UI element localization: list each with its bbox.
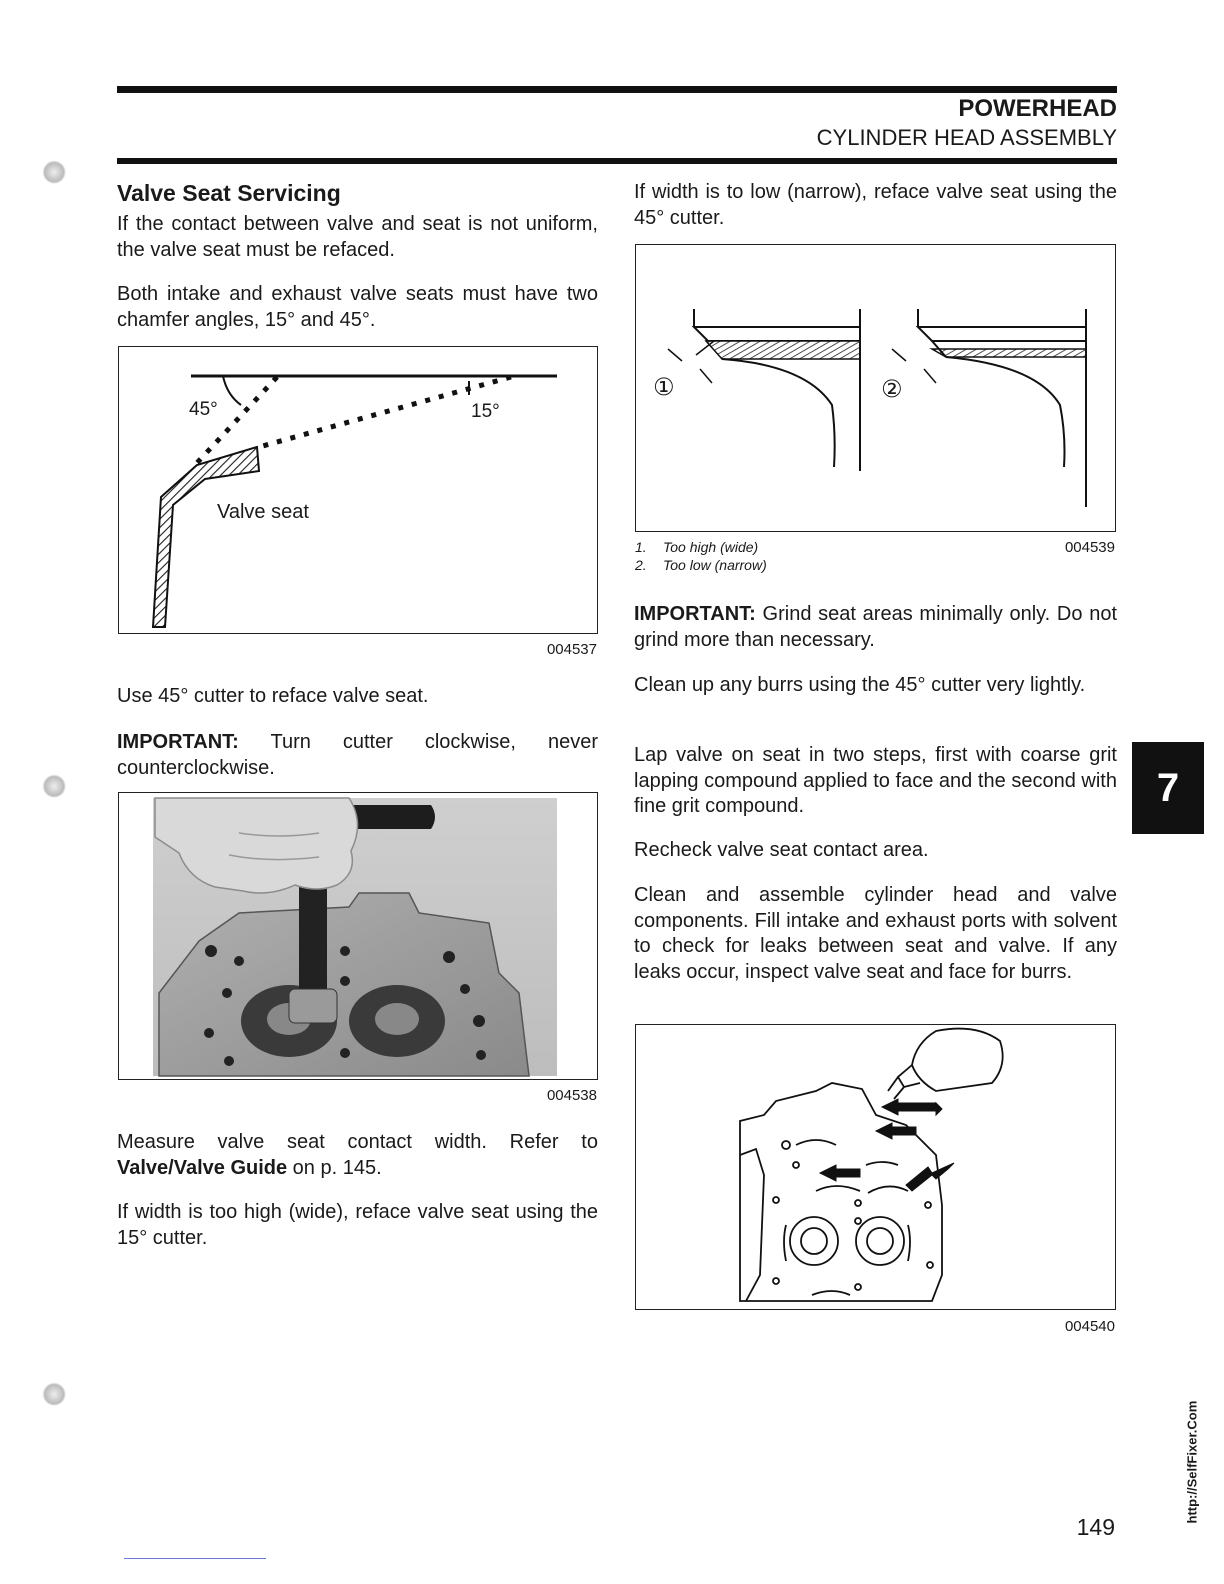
valve-too-high	[668, 309, 860, 471]
figure-chamfer-angles	[118, 346, 598, 634]
seat-width-diagram	[636, 245, 1115, 531]
header-bottom-rule	[117, 158, 1117, 164]
right-paragraph-2: Clean up any burrs using the 45° cutter very lightly.	[634, 674, 1086, 696]
important-grind-minimally	[634, 602, 1117, 653]
chamfer-diagram	[119, 347, 597, 633]
cutter-45-line	[195, 377, 277, 465]
watermark-url: http://SelfFixer.Com	[1184, 1400, 1200, 1524]
important-text: Turn cutter clockwise, never counterclockwise.	[117, 731, 598, 779]
left-paragraph-4	[117, 1130, 598, 1181]
right-paragraph-4: Recheck valve seat contact area.	[634, 839, 929, 861]
left-paragraph-2: Both intake and exhaust valve seats must have two chamfer angles, 15° and 45°.	[117, 283, 598, 331]
cutter-head	[289, 989, 337, 1023]
header-section: POWERHEAD	[958, 95, 1117, 122]
left-paragraph-1: If the contact between valve and seat is not uniform, the valve seat must be refaced.	[117, 213, 598, 261]
right-paragraph-3: Lap valve on seat in two steps, first with coarse grit lapping compound applied to face and the second with fine grit compound.	[634, 744, 1117, 817]
marker-2: ②	[881, 376, 903, 403]
figure-solvent-test	[635, 1024, 1116, 1310]
left-paragraph-3: Use 45° cutter to reface valve seat.	[117, 685, 429, 707]
important-label: IMPORTANT:	[634, 603, 756, 625]
valve-too-low	[892, 309, 1086, 507]
section-heading: Valve Seat Servicing	[117, 180, 341, 206]
important-turn-cutter	[117, 730, 598, 781]
caption-num: 2.	[635, 557, 647, 573]
bottom-underline	[124, 1558, 266, 1559]
caption-num: 1.	[635, 539, 647, 555]
solvent-bottle	[912, 1029, 1003, 1091]
caption-text: Too high (wide)	[663, 539, 759, 555]
chapter-tab[interactable]: 7	[1132, 742, 1204, 834]
important-label: IMPORTANT:	[117, 731, 239, 753]
figure-number-004537: 004537	[546, 641, 597, 658]
angle-15-label: 15°	[471, 401, 500, 422]
figure-seat-width	[635, 244, 1116, 532]
angle-45-label: 45°	[189, 399, 218, 420]
cutter-photo	[119, 793, 597, 1079]
binder-hole-bottom	[38, 1378, 92, 1432]
left-paragraph-5: If width is too high (wide), reface valve seat using the 15° cutter.	[117, 1201, 598, 1249]
figure-caption-list	[635, 538, 767, 574]
caption-text: Too low (narrow)	[663, 557, 767, 573]
angle-arc	[223, 376, 241, 405]
important-text: Grind seat areas minimally only. Do not grind more than necessary.	[634, 603, 1117, 651]
caption-item-1	[635, 538, 767, 556]
right-paragraph-5: Clean and assemble cylinder head and valve components. Fill intake and exhaust ports with solvent to check for leaks between seat and valve. If any leaks occur, inspect valve seat and face for burrs.	[634, 884, 1117, 983]
valve-guide-reference[interactable]: Valve/Valve Guide	[117, 1156, 288, 1179]
figure-number-004540: 004540	[1064, 1318, 1115, 1335]
marker-1: ①	[653, 374, 675, 401]
figure-number-004539: 004539	[1064, 539, 1115, 556]
figure-number-004538: 004538	[546, 1087, 597, 1104]
right-paragraph-1: If width is to low (narrow), reface valve seat using the 45° cutter.	[634, 181, 1117, 229]
binder-hole-middle	[38, 770, 92, 824]
header-subsection: CYLINDER HEAD ASSEMBLY	[816, 125, 1117, 150]
header-top-rule	[117, 86, 1117, 93]
valve-seat-hatch	[153, 447, 259, 627]
measure-text: Measure valve seat contact width. Refer to	[117, 1131, 598, 1153]
solvent-test-diagram	[636, 1025, 1115, 1309]
binder-hole-top	[38, 156, 92, 210]
page-number: 149	[1076, 1514, 1115, 1540]
head-outline	[740, 1083, 942, 1301]
figure-cutter-photo	[118, 792, 598, 1080]
page-reference: on p. 145.	[287, 1156, 382, 1179]
caption-item-2	[635, 556, 767, 574]
valve-seat-label: Valve seat	[217, 501, 309, 523]
